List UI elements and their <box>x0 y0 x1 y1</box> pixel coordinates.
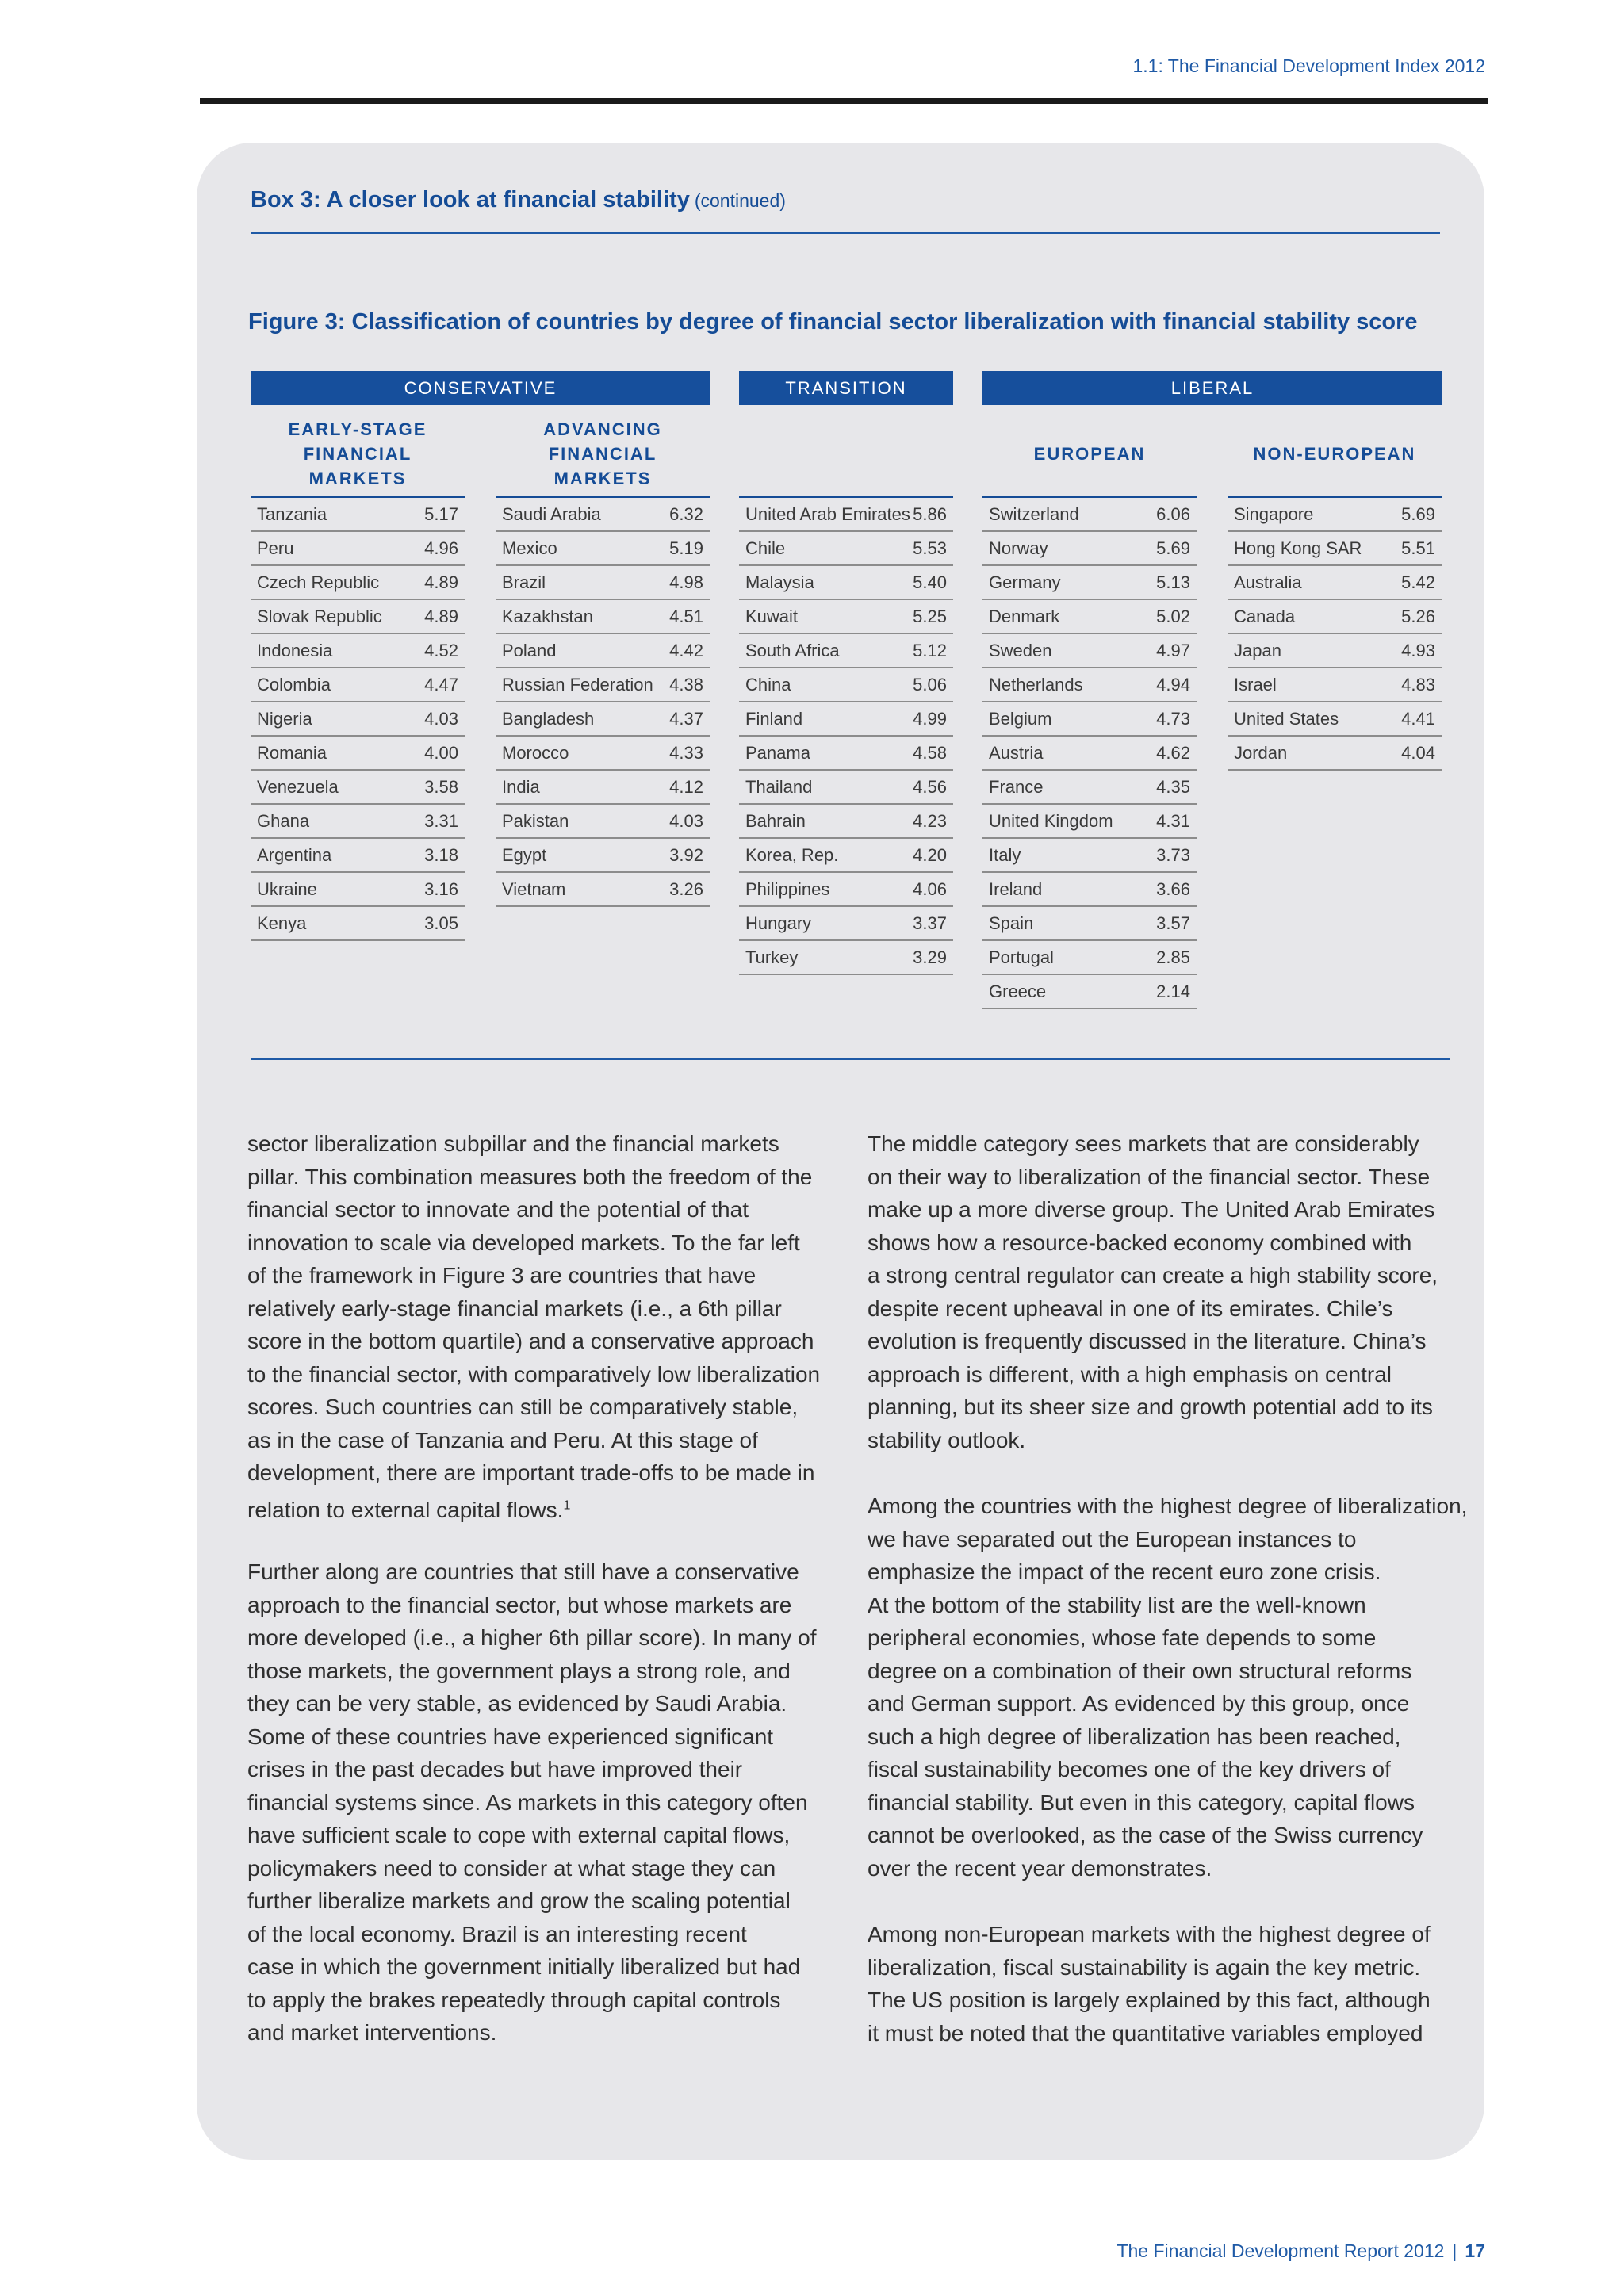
paragraph-line <box>247 1498 570 1522</box>
country-name: Slovak Republic <box>257 606 382 626</box>
paragraph-line: The middle category sees markets that are considerably <box>868 1131 1419 1156</box>
footer-separator: | <box>1452 2241 1457 2261</box>
country-name: Malaysia <box>745 572 814 592</box>
table-row <box>496 737 710 771</box>
stability-score: 4.96 <box>424 538 458 558</box>
country-name: Sweden <box>989 640 1052 660</box>
table-row <box>496 771 710 805</box>
stability-score: 5.19 <box>669 538 703 558</box>
stability-score: 6.06 <box>1156 503 1190 524</box>
country-name: Mexico <box>502 538 557 558</box>
top-rule <box>200 98 1488 104</box>
left-column-paragraph-2 <box>247 1556 816 2049</box>
stability-score: 3.58 <box>424 776 458 797</box>
paragraph-line: scores. Such countries can still be comparatively stable, <box>247 1395 799 1419</box>
country-name: United States <box>1234 708 1339 729</box>
column-transition <box>739 498 953 975</box>
table-row <box>982 600 1197 634</box>
table-row <box>496 839 710 873</box>
stability-score: 4.00 <box>424 742 458 763</box>
stability-score: 3.29 <box>913 947 947 967</box>
table-row <box>982 668 1197 702</box>
paragraph-line: approach to the financial sector, but whose markets are <box>247 1592 792 1617</box>
table-row <box>739 634 953 668</box>
stability-score: 4.93 <box>1401 640 1435 660</box>
paragraph-line: relatively early-stage financial markets (i.e., a 6th pillar <box>247 1295 782 1321</box>
stability-score: 4.12 <box>669 776 703 797</box>
table-row <box>982 737 1197 771</box>
table-row <box>496 566 710 600</box>
paragraph-line: crises in the past decades but have improved their <box>247 1757 743 1781</box>
stability-score: 4.38 <box>669 674 703 695</box>
stability-score: 4.20 <box>913 844 947 865</box>
paragraph-line: emphasize the impact of the recent euro zone crisis. <box>868 1559 1381 1584</box>
table-row <box>982 771 1197 805</box>
paragraph-line: financial stability. But even in this category, capital flows <box>868 1789 1415 1815</box>
table-row <box>982 873 1197 907</box>
table-row <box>739 771 953 805</box>
country-name: Netherlands <box>989 674 1083 695</box>
group-liberal: LIBERAL <box>982 371 1442 405</box>
stability-score: 5.51 <box>1401 538 1435 558</box>
paragraph-line: and market interventions. <box>247 2020 497 2045</box>
table-row <box>251 771 465 805</box>
table-row <box>739 805 953 839</box>
country-name: Czech Republic <box>257 572 380 592</box>
stability-score: 5.06 <box>913 674 947 695</box>
paragraph-line: financial systems since. As markets in this category often <box>247 1789 808 1815</box>
country-name: Pakistan <box>502 810 569 831</box>
paragraph-line: Some of these countries have experienced significant <box>247 1724 774 1749</box>
footer-report-title: The Financial Development Report 2012 <box>1116 2241 1445 2261</box>
table-row <box>251 498 465 532</box>
footnote-marker: 1 <box>563 1498 571 1513</box>
country-name: Switzerland <box>989 503 1079 524</box>
stability-score: 5.69 <box>1156 538 1190 558</box>
table-row <box>251 907 465 941</box>
stability-score: 3.92 <box>669 844 703 865</box>
table-row <box>251 532 465 566</box>
stability-score: 4.06 <box>913 878 947 899</box>
paragraph-line: we have separated out the European instances to <box>868 1526 1357 1552</box>
box-title-continued: (continued) <box>694 190 786 211</box>
stability-score: 4.94 <box>1156 674 1190 695</box>
group-transition: TRANSITION <box>739 371 953 405</box>
stability-score: 4.62 <box>1156 742 1190 763</box>
box-title <box>251 187 786 213</box>
subhead-advancing <box>496 417 710 491</box>
paragraph-line: they can be very stable, as evidenced by Saudi Arabia. <box>247 1691 787 1716</box>
country-name: Nigeria <box>257 708 312 729</box>
stability-score: 4.51 <box>669 606 703 626</box>
table-row <box>739 941 953 975</box>
table-row <box>1228 668 1442 702</box>
table-row <box>982 498 1197 532</box>
stability-score: 4.33 <box>669 742 703 763</box>
table-row <box>1228 634 1442 668</box>
right-column-paragraph-3 <box>868 1918 1431 2049</box>
table-row <box>982 941 1197 975</box>
paragraph-line: development, there are important trade-offs to be made in <box>247 1460 815 1485</box>
table-row <box>251 805 465 839</box>
stability-score: 3.31 <box>424 810 458 831</box>
paragraph-last-line: relation to external capital flows. <box>247 1497 564 1522</box>
paragraph-line: shows how a resource-backed economy combined with <box>868 1230 1412 1255</box>
country-name: India <box>502 776 540 797</box>
country-name: Israel <box>1234 674 1277 695</box>
country-name: United Kingdom <box>989 810 1113 831</box>
table-row <box>251 600 465 634</box>
table-row <box>1228 498 1442 532</box>
paragraph-line: on their way to liberalization of the financial sector. These <box>868 1164 1431 1189</box>
country-name: Denmark <box>989 606 1060 626</box>
paragraph-line: policymakers need to consider at what stage they can <box>247 1855 776 1881</box>
table-row <box>251 668 465 702</box>
country-name: Portugal <box>989 947 1054 967</box>
stability-score: 3.66 <box>1156 878 1190 899</box>
paragraph-line: degree on a combination of their own structural reforms <box>868 1658 1412 1683</box>
paragraph-line: make up a more diverse group. The United Arab Emirates <box>868 1197 1435 1222</box>
country-name: Saudi Arabia <box>502 503 601 524</box>
paragraph-line: financial sector to innovate and the potential of that <box>247 1197 749 1222</box>
page-number: 17 <box>1465 2241 1485 2261</box>
table-row <box>251 566 465 600</box>
subhead-non-european: NON-EUROPEAN <box>1253 444 1416 464</box>
stability-score: 4.35 <box>1156 776 1190 797</box>
country-name: United Arab Emirates <box>745 503 910 524</box>
country-name: Ukraine <box>257 878 317 899</box>
country-name: Belgium <box>989 708 1052 729</box>
paragraph-line: case in which the government initially liberalized but had <box>247 1954 801 1979</box>
table-row <box>982 839 1197 873</box>
stability-score: 4.03 <box>669 810 703 831</box>
table-row <box>739 907 953 941</box>
figure-title: Figure 3: Classification of countries by degree of financial sector liberalization with financial stability score <box>248 309 1418 335</box>
paragraph-line: such a high degree of liberalization has been reached, <box>868 1724 1401 1749</box>
country-name: France <box>989 776 1044 797</box>
subhead-early-stage-line: EARLY-STAGE <box>288 419 427 439</box>
stability-score: 5.42 <box>1401 572 1435 592</box>
paragraph-line: stability outlook. <box>868 1427 1026 1452</box>
stability-score: 4.98 <box>669 572 703 592</box>
table-row <box>982 532 1197 566</box>
stability-score: 3.57 <box>1156 913 1190 933</box>
country-name: Tanzania <box>257 503 327 524</box>
left-column-paragraph-1 <box>247 1127 820 1526</box>
paragraph-line: The US position is largely explained by this fact, although <box>868 1988 1431 2012</box>
paragraph-line: more developed (i.e., a higher 6th pillar score). In many of <box>247 1625 817 1650</box>
stability-score: 5.40 <box>913 572 947 592</box>
stability-score: 5.53 <box>913 538 947 558</box>
country-name: China <box>745 674 791 695</box>
table-row <box>739 839 953 873</box>
country-name: Finland <box>745 708 803 729</box>
country-name: Chile <box>745 538 786 558</box>
paragraph-line: At the bottom of the stability list are the well-known <box>868 1592 1366 1617</box>
stability-score: 4.52 <box>424 640 458 660</box>
table-row <box>739 566 953 600</box>
country-name: Korea, Rep. <box>745 844 839 865</box>
country-name: Kazakhstan <box>502 606 593 626</box>
page-footer <box>1116 2241 1485 2262</box>
table-row <box>982 805 1197 839</box>
box-title-rule <box>251 232 1440 234</box>
subhead-advancing-line: FINANCIAL <box>548 444 657 464</box>
country-name: Hungary <box>745 913 812 933</box>
paragraph-line: evolution is frequently discussed in the literature. China’s <box>868 1329 1427 1353</box>
table-row <box>1228 600 1442 634</box>
stability-score: 4.47 <box>424 674 458 695</box>
table-row <box>982 566 1197 600</box>
paragraph-line: liberalization, fiscal sustainability is again the key metric. <box>868 1954 1421 1980</box>
paragraph-line: approach is different, with a high emphasis on central <box>868 1361 1392 1387</box>
paragraph-line: those markets, the government plays a strong role, and <box>247 1658 791 1683</box>
stability-score: 5.12 <box>913 640 947 660</box>
stability-score: 4.41 <box>1401 708 1435 729</box>
country-name: Singapore <box>1234 503 1314 524</box>
country-name: Kenya <box>257 913 307 933</box>
stability-score: 5.86 <box>913 503 947 524</box>
country-name: Norway <box>989 538 1048 558</box>
country-name: Greece <box>989 981 1047 1001</box>
paragraph-line: of the framework in Figure 3 are countries that have <box>247 1263 756 1288</box>
stability-score: 4.04 <box>1401 742 1435 763</box>
paragraph-line: as in the case of Tanzania and Peru. At this stage of <box>247 1427 758 1452</box>
table-row <box>251 634 465 668</box>
table-row <box>496 702 710 737</box>
country-name: South Africa <box>745 640 840 660</box>
table-row <box>496 873 710 907</box>
column-non-european <box>1228 498 1442 771</box>
table-row <box>496 498 710 532</box>
country-name: Ghana <box>257 810 310 831</box>
stability-score: 4.73 <box>1156 708 1190 729</box>
stability-score: 4.99 <box>913 708 947 729</box>
stability-score: 4.58 <box>913 742 947 763</box>
paragraph-line: to the financial sector, with comparatively low liberalization <box>247 1361 821 1387</box>
paragraph-line: Among non-European markets with the highest degree of <box>868 1922 1431 1946</box>
stability-score: 3.16 <box>424 878 458 899</box>
country-name: Indonesia <box>257 640 333 660</box>
paragraph-line: have sufficient scale to cope with external capital flows, <box>247 1823 791 1847</box>
country-name: Morocco <box>502 742 569 763</box>
table-row <box>1228 532 1442 566</box>
table-row <box>982 907 1197 941</box>
table-row <box>1228 566 1442 600</box>
table-row <box>1228 702 1442 737</box>
paragraph-line: despite recent upheaval in one of its emirates. Chile’s <box>868 1295 1393 1321</box>
paragraph-line: peripheral economies, whose fate depends to some <box>868 1625 1377 1650</box>
country-name: Brazil <box>502 572 546 592</box>
country-name: Kuwait <box>745 606 799 626</box>
table-row <box>251 737 465 771</box>
table-row <box>496 600 710 634</box>
country-name: Romania <box>257 742 327 763</box>
stability-score: 5.13 <box>1156 572 1190 592</box>
country-name: Bangladesh <box>502 708 595 729</box>
country-name: Hong Kong SAR <box>1234 538 1362 558</box>
country-name: Italy <box>989 844 1021 865</box>
subhead-advancing-line: ADVANCING <box>543 419 662 439</box>
paragraph-line: a strong central regulator can create a high stability score, <box>868 1263 1438 1288</box>
table-row <box>739 702 953 737</box>
table-row <box>739 737 953 771</box>
figure-bottom-rule <box>251 1058 1450 1060</box>
subhead-advancing-line: MARKETS <box>553 469 652 488</box>
stability-score: 5.17 <box>424 503 458 524</box>
paragraph-line: and German support. As evidenced by this group, once <box>868 1691 1410 1716</box>
stability-score: 4.03 <box>424 708 458 729</box>
stability-score: 4.89 <box>424 606 458 626</box>
stability-score: 4.37 <box>669 708 703 729</box>
paragraph-line: innovation to scale via developed markets. To the far left <box>247 1230 800 1255</box>
table-row <box>1228 737 1442 771</box>
table-row <box>496 805 710 839</box>
stability-score: 4.31 <box>1156 810 1190 831</box>
paragraph-line: over the recent year demonstrates. <box>868 1855 1212 1881</box>
column-early-stage <box>251 498 465 941</box>
table-row <box>739 532 953 566</box>
table-row <box>739 668 953 702</box>
paragraph-line: further liberalize markets and grow the scaling potential <box>247 1888 791 1913</box>
country-name: Argentina <box>257 844 332 865</box>
table-row <box>982 975 1197 1009</box>
stability-score: 5.69 <box>1401 503 1435 524</box>
table-row <box>982 634 1197 668</box>
paragraph-line: sector liberalization subpillar and the financial markets <box>247 1131 779 1156</box>
stability-score: 4.42 <box>669 640 703 660</box>
subhead-early-stage-line: MARKETS <box>308 469 407 488</box>
country-name: Jordan <box>1234 742 1288 763</box>
stability-score: 4.83 <box>1401 674 1435 695</box>
paragraph-line: to apply the brakes repeatedly through capital controls <box>247 1987 781 2012</box>
country-name: Canada <box>1234 606 1296 626</box>
country-name: Russian Federation <box>502 674 653 695</box>
table-row <box>739 873 953 907</box>
stability-score: 3.26 <box>669 878 703 899</box>
paragraph-line: cannot be overlooked, as the case of the Swiss currency <box>868 1823 1423 1847</box>
table-row <box>496 634 710 668</box>
stability-score: 2.85 <box>1156 947 1190 967</box>
country-name: Spain <box>989 913 1034 933</box>
subhead-european: EUROPEAN <box>1033 444 1146 464</box>
right-column-paragraph-1 <box>868 1127 1438 1456</box>
stability-score: 3.18 <box>424 844 458 865</box>
country-name: Poland <box>502 640 557 660</box>
country-name: Australia <box>1234 572 1302 592</box>
stability-score: 4.97 <box>1156 640 1190 660</box>
stability-score: 3.73 <box>1156 844 1190 865</box>
paragraph-line: planning, but its sheer size and growth potential add to its <box>868 1395 1433 1419</box>
right-column-paragraph-2 <box>868 1490 1467 1885</box>
stability-score: 6.32 <box>669 503 703 524</box>
stability-score: 2.14 <box>1156 981 1190 1001</box>
stability-score: 5.26 <box>1401 606 1435 626</box>
paragraph-line: score in the bottom quartile) and a conservative approach <box>247 1329 814 1353</box>
paragraph-line: Further along are countries that still have a conservative <box>247 1559 799 1584</box>
country-name: Austria <box>989 742 1044 763</box>
paragraph-line: fiscal sustainability becomes one of the key drivers of <box>868 1757 1391 1781</box>
subhead-early-stage-line: FINANCIAL <box>303 444 412 464</box>
country-name: Colombia <box>257 674 331 695</box>
box-title-text: Box 3: A closer look at financial stability <box>251 187 690 212</box>
country-name: Vietnam <box>502 878 566 899</box>
stability-score: 4.23 <box>913 810 947 831</box>
country-name: Philippines <box>745 878 830 899</box>
paragraph-line: pillar. This combination measures both the freedom of the <box>247 1164 813 1189</box>
table-row <box>251 873 465 907</box>
stability-score: 4.56 <box>913 776 947 797</box>
subhead-early-stage <box>251 417 465 491</box>
running-header: 1.1: The Financial Development Index 2012 <box>1132 55 1485 76</box>
country-name: Panama <box>745 742 810 763</box>
paragraph-line: Among the countries with the highest degree of liberalization, <box>868 1494 1468 1518</box>
country-name: Venezuela <box>257 776 339 797</box>
stability-score: 5.02 <box>1156 606 1190 626</box>
paragraph-line: of the local economy. Brazil is an interesting recent <box>247 1921 747 1946</box>
paragraph-line: it must be noted that the quantitative variables employed <box>868 2020 1423 2045</box>
table-row <box>739 498 953 532</box>
column-european <box>982 498 1197 1009</box>
table-row <box>982 702 1197 737</box>
table-row <box>496 668 710 702</box>
country-name: Ireland <box>989 878 1043 899</box>
table-row <box>496 532 710 566</box>
country-name: Egypt <box>502 844 547 865</box>
country-name: Turkey <box>745 947 799 967</box>
country-name: Bahrain <box>745 810 806 831</box>
stability-score: 3.37 <box>913 913 947 933</box>
country-name: Germany <box>989 572 1061 592</box>
table-row <box>739 600 953 634</box>
column-advancing <box>496 498 710 907</box>
table-row <box>251 702 465 737</box>
stability-score: 4.89 <box>424 572 458 592</box>
country-name: Thailand <box>745 776 813 797</box>
country-name: Japan <box>1234 640 1281 660</box>
stability-score: 5.25 <box>913 606 947 626</box>
stability-score: 3.05 <box>424 913 458 933</box>
country-name: Peru <box>257 538 294 558</box>
group-conservative: CONSERVATIVE <box>251 371 710 405</box>
table-row <box>251 839 465 873</box>
